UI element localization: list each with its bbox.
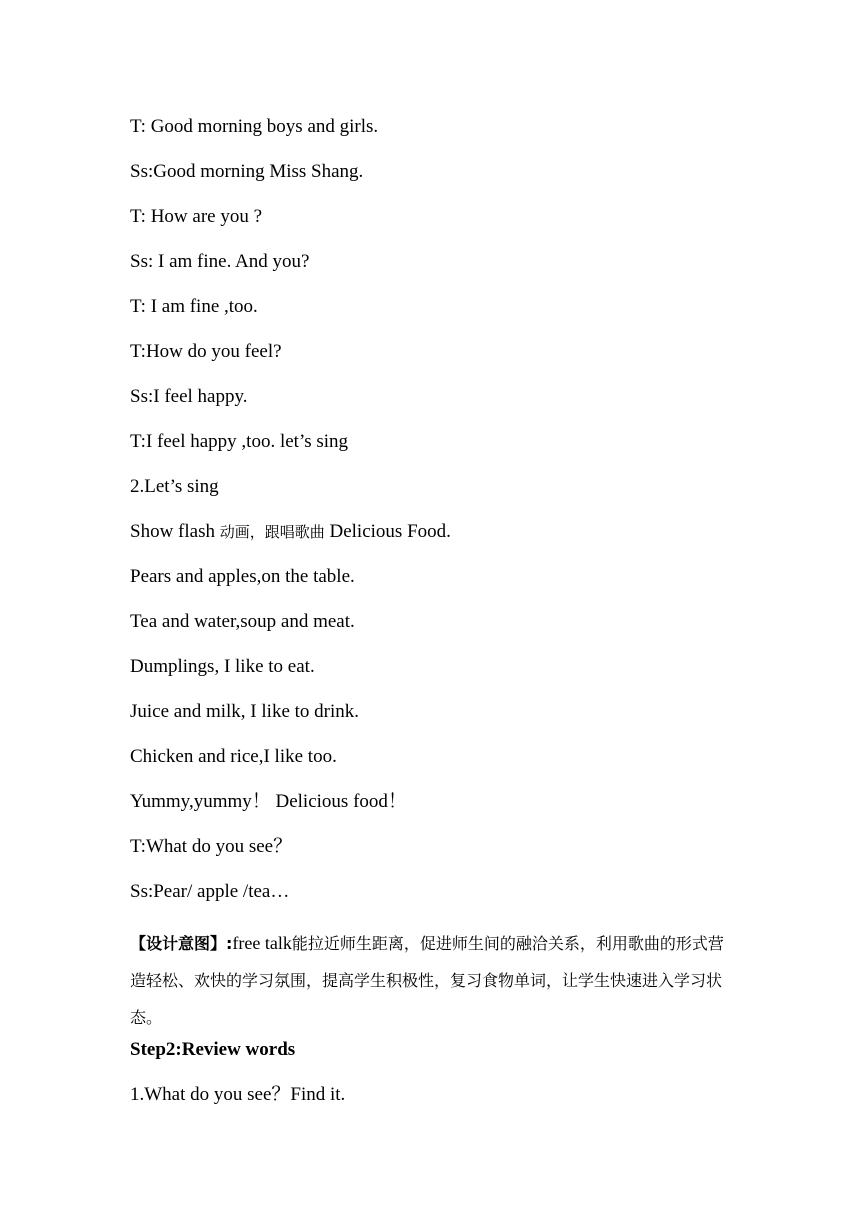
dialogue-line-8: T:I feel happy ,too. let’s sing [130, 431, 349, 452]
song-line-6: Yummy,yummy！ Delicious food！ [130, 791, 407, 812]
dialogue-line-5: T: I am fine ,too. [130, 296, 258, 317]
step2-heading: Step2:Review words [130, 1039, 296, 1060]
show-flash-chinese: 动画，跟唱歌曲 [219, 523, 325, 541]
song-line-4: Juice and milk, I like to drink. [130, 701, 360, 722]
design-intent-text: 能拉近师生距离，促进师生间的融洽关系，利用歌曲的形式营造轻松、欢快的学习氛围，提高学生积极性，复习食物单词，让学生快速进入学习状态。 [130, 934, 724, 1027]
design-intent-latin: free talk [232, 933, 292, 953]
design-intent-label: 【设计意图】: [130, 934, 233, 953]
dialogue-line-3: T: How are you ? [130, 206, 263, 227]
show-flash-line [130, 520, 451, 544]
song-line-3: Dumplings, I like to eat. [130, 656, 315, 677]
song-line-2: Tea and water,soup and meat. [130, 611, 355, 632]
show-flash-suffix: Delicious Food. [329, 521, 451, 542]
question-line: T:What do you see？ [130, 836, 293, 857]
dialogue-line-7: Ss:I feel happy. [130, 386, 248, 407]
dialogue-line-2: Ss:Good morning Miss Shang. [130, 161, 364, 182]
answer-line: Ss:Pear/ apple /tea… [130, 881, 290, 902]
song-line-5: Chicken and rice,I like too. [130, 746, 337, 767]
dialogue-line-4: Ss: I am fine. And you? [130, 251, 310, 272]
dialogue-line-6: T:How do you feel? [130, 341, 282, 362]
design-intent-note [130, 925, 735, 1036]
show-flash-prefix: Show flash [130, 521, 220, 542]
step2-item-1: 1.What do you see？Find it. [130, 1084, 346, 1105]
song-line-1: Pears and apples,on the table. [130, 566, 355, 587]
dialogue-line-1: T: Good morning boys and girls. [130, 116, 379, 137]
section-lets-sing: 2.Let’s sing [130, 476, 219, 497]
